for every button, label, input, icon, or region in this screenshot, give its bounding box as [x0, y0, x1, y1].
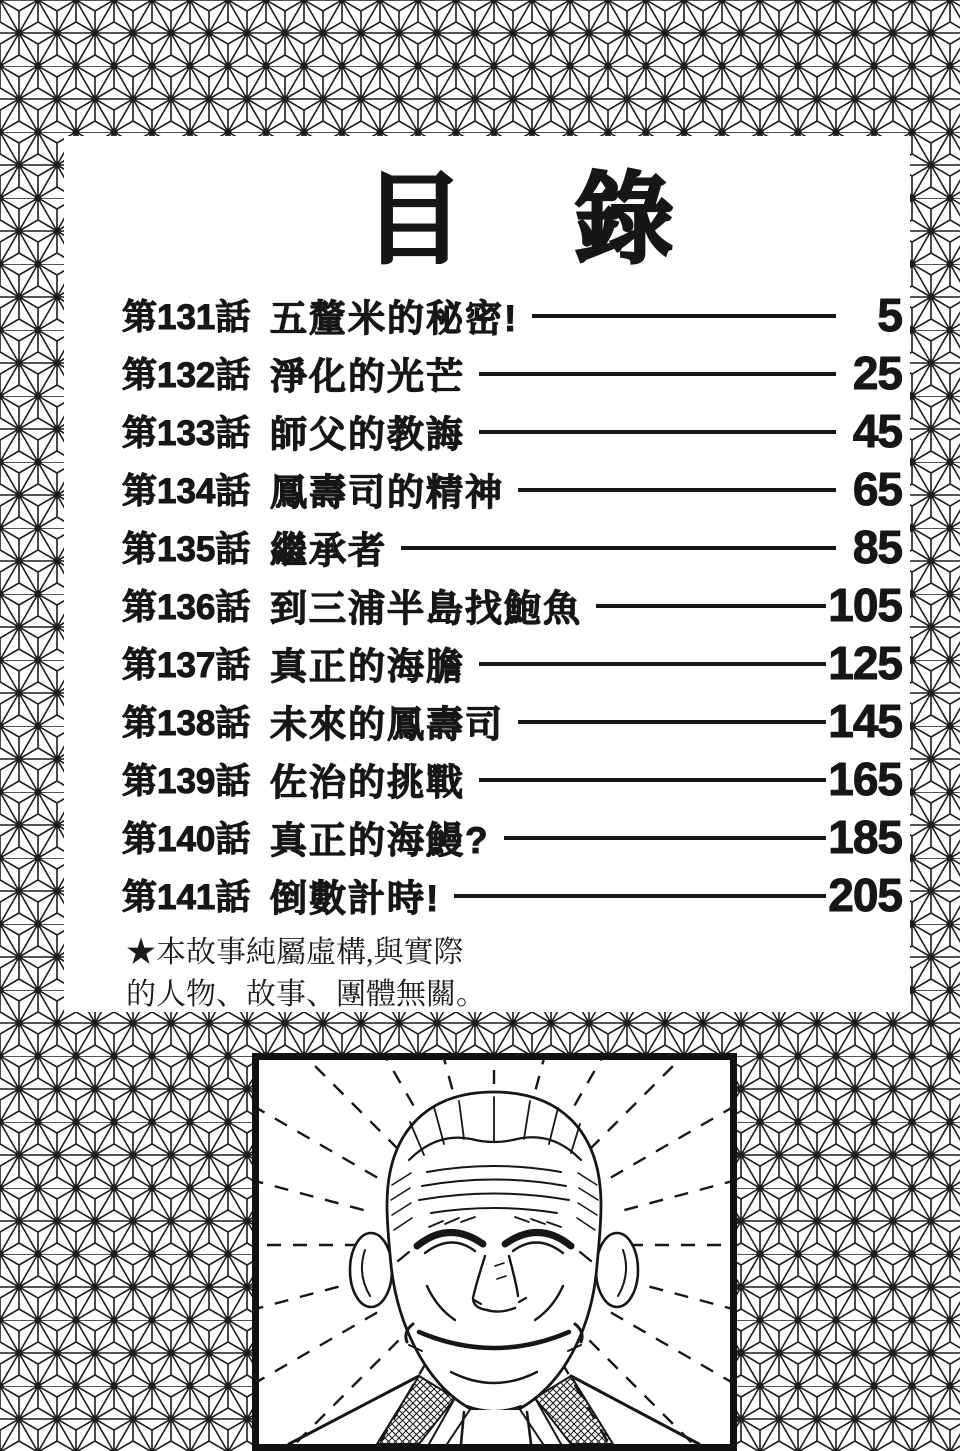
toc-entry-row [122, 808, 902, 866]
portrait-panel [252, 1053, 737, 1451]
disclaimer-line-1: ★本故事純屬虛構,與實際 [126, 936, 464, 969]
toc-entry-row [122, 576, 902, 634]
toc-entry-row [122, 286, 902, 344]
chapter-label: 第140話 [122, 820, 251, 859]
leader-line [479, 778, 826, 782]
page-number: 105 [828, 579, 902, 631]
entry-title: 真正的海膽 [270, 646, 465, 687]
leader-line [479, 430, 836, 434]
leader-line [532, 314, 836, 318]
chapter-label: 第131話 [122, 298, 251, 337]
leader-line [454, 894, 826, 898]
entry-title: 淨化的光芒 [270, 356, 465, 397]
disclaimer-line-2: 的人物、故事、團體無關。 [126, 978, 486, 1011]
leader-line [479, 372, 836, 376]
entry-title: 師父的教誨 [270, 414, 465, 455]
page-number: 185 [828, 811, 902, 863]
chapter-label: 第136話 [122, 588, 251, 627]
portrait-illustration [259, 1060, 730, 1444]
page-number: 45 [852, 405, 902, 457]
leader-line [518, 720, 826, 724]
chapter-label: 第141話 [122, 878, 251, 917]
toc-page-title: 目錄 [364, 164, 784, 276]
toc-entry-row [122, 634, 902, 692]
page-number: 165 [828, 753, 902, 805]
toc-entry-row [122, 866, 902, 924]
chapter-label: 第137話 [122, 646, 251, 685]
chapter-label: 第133話 [122, 414, 251, 453]
entry-title: 到三浦半島找鮑魚 [270, 588, 582, 629]
chapter-label: 第132話 [122, 356, 251, 395]
entry-title: 鳳壽司的精神 [270, 472, 504, 513]
entry-title: 佐治的挑戰 [270, 762, 465, 803]
toc-panel [64, 136, 910, 1012]
chapter-label: 第138話 [122, 704, 251, 743]
chapter-label: 第134話 [122, 472, 251, 511]
entry-title: 繼承者 [270, 530, 387, 571]
page-number: 125 [828, 637, 902, 689]
toc-entry-row [122, 344, 902, 402]
toc-entry-row [122, 692, 902, 750]
toc-entry-row [122, 402, 902, 460]
old-man-face [289, 1092, 699, 1444]
toc-entry-row [122, 460, 902, 518]
page-number: 145 [828, 695, 902, 747]
fiction-disclaimer [126, 932, 486, 1016]
entry-title: 五釐米的秘密! [270, 298, 519, 339]
leader-line [504, 836, 827, 840]
page-number: 25 [852, 347, 902, 399]
toc-entry-list [122, 286, 902, 924]
toc-entry-row [122, 518, 902, 576]
page-number: 205 [828, 869, 902, 921]
leader-line [479, 662, 826, 666]
toc-entry-row [122, 750, 902, 808]
page-number: 65 [852, 463, 902, 515]
page-number: 5 [877, 289, 902, 341]
leader-line [596, 604, 826, 608]
entry-title: 倒數計時! [270, 878, 441, 919]
leader-line [518, 488, 836, 492]
chapter-label: 第135話 [122, 530, 251, 569]
chapter-label: 第139話 [122, 762, 251, 801]
leader-line [401, 546, 836, 550]
entry-title: 真正的海鰻? [270, 820, 490, 861]
entry-title: 未來的鳳壽司 [270, 704, 504, 745]
page-number: 85 [852, 521, 902, 573]
